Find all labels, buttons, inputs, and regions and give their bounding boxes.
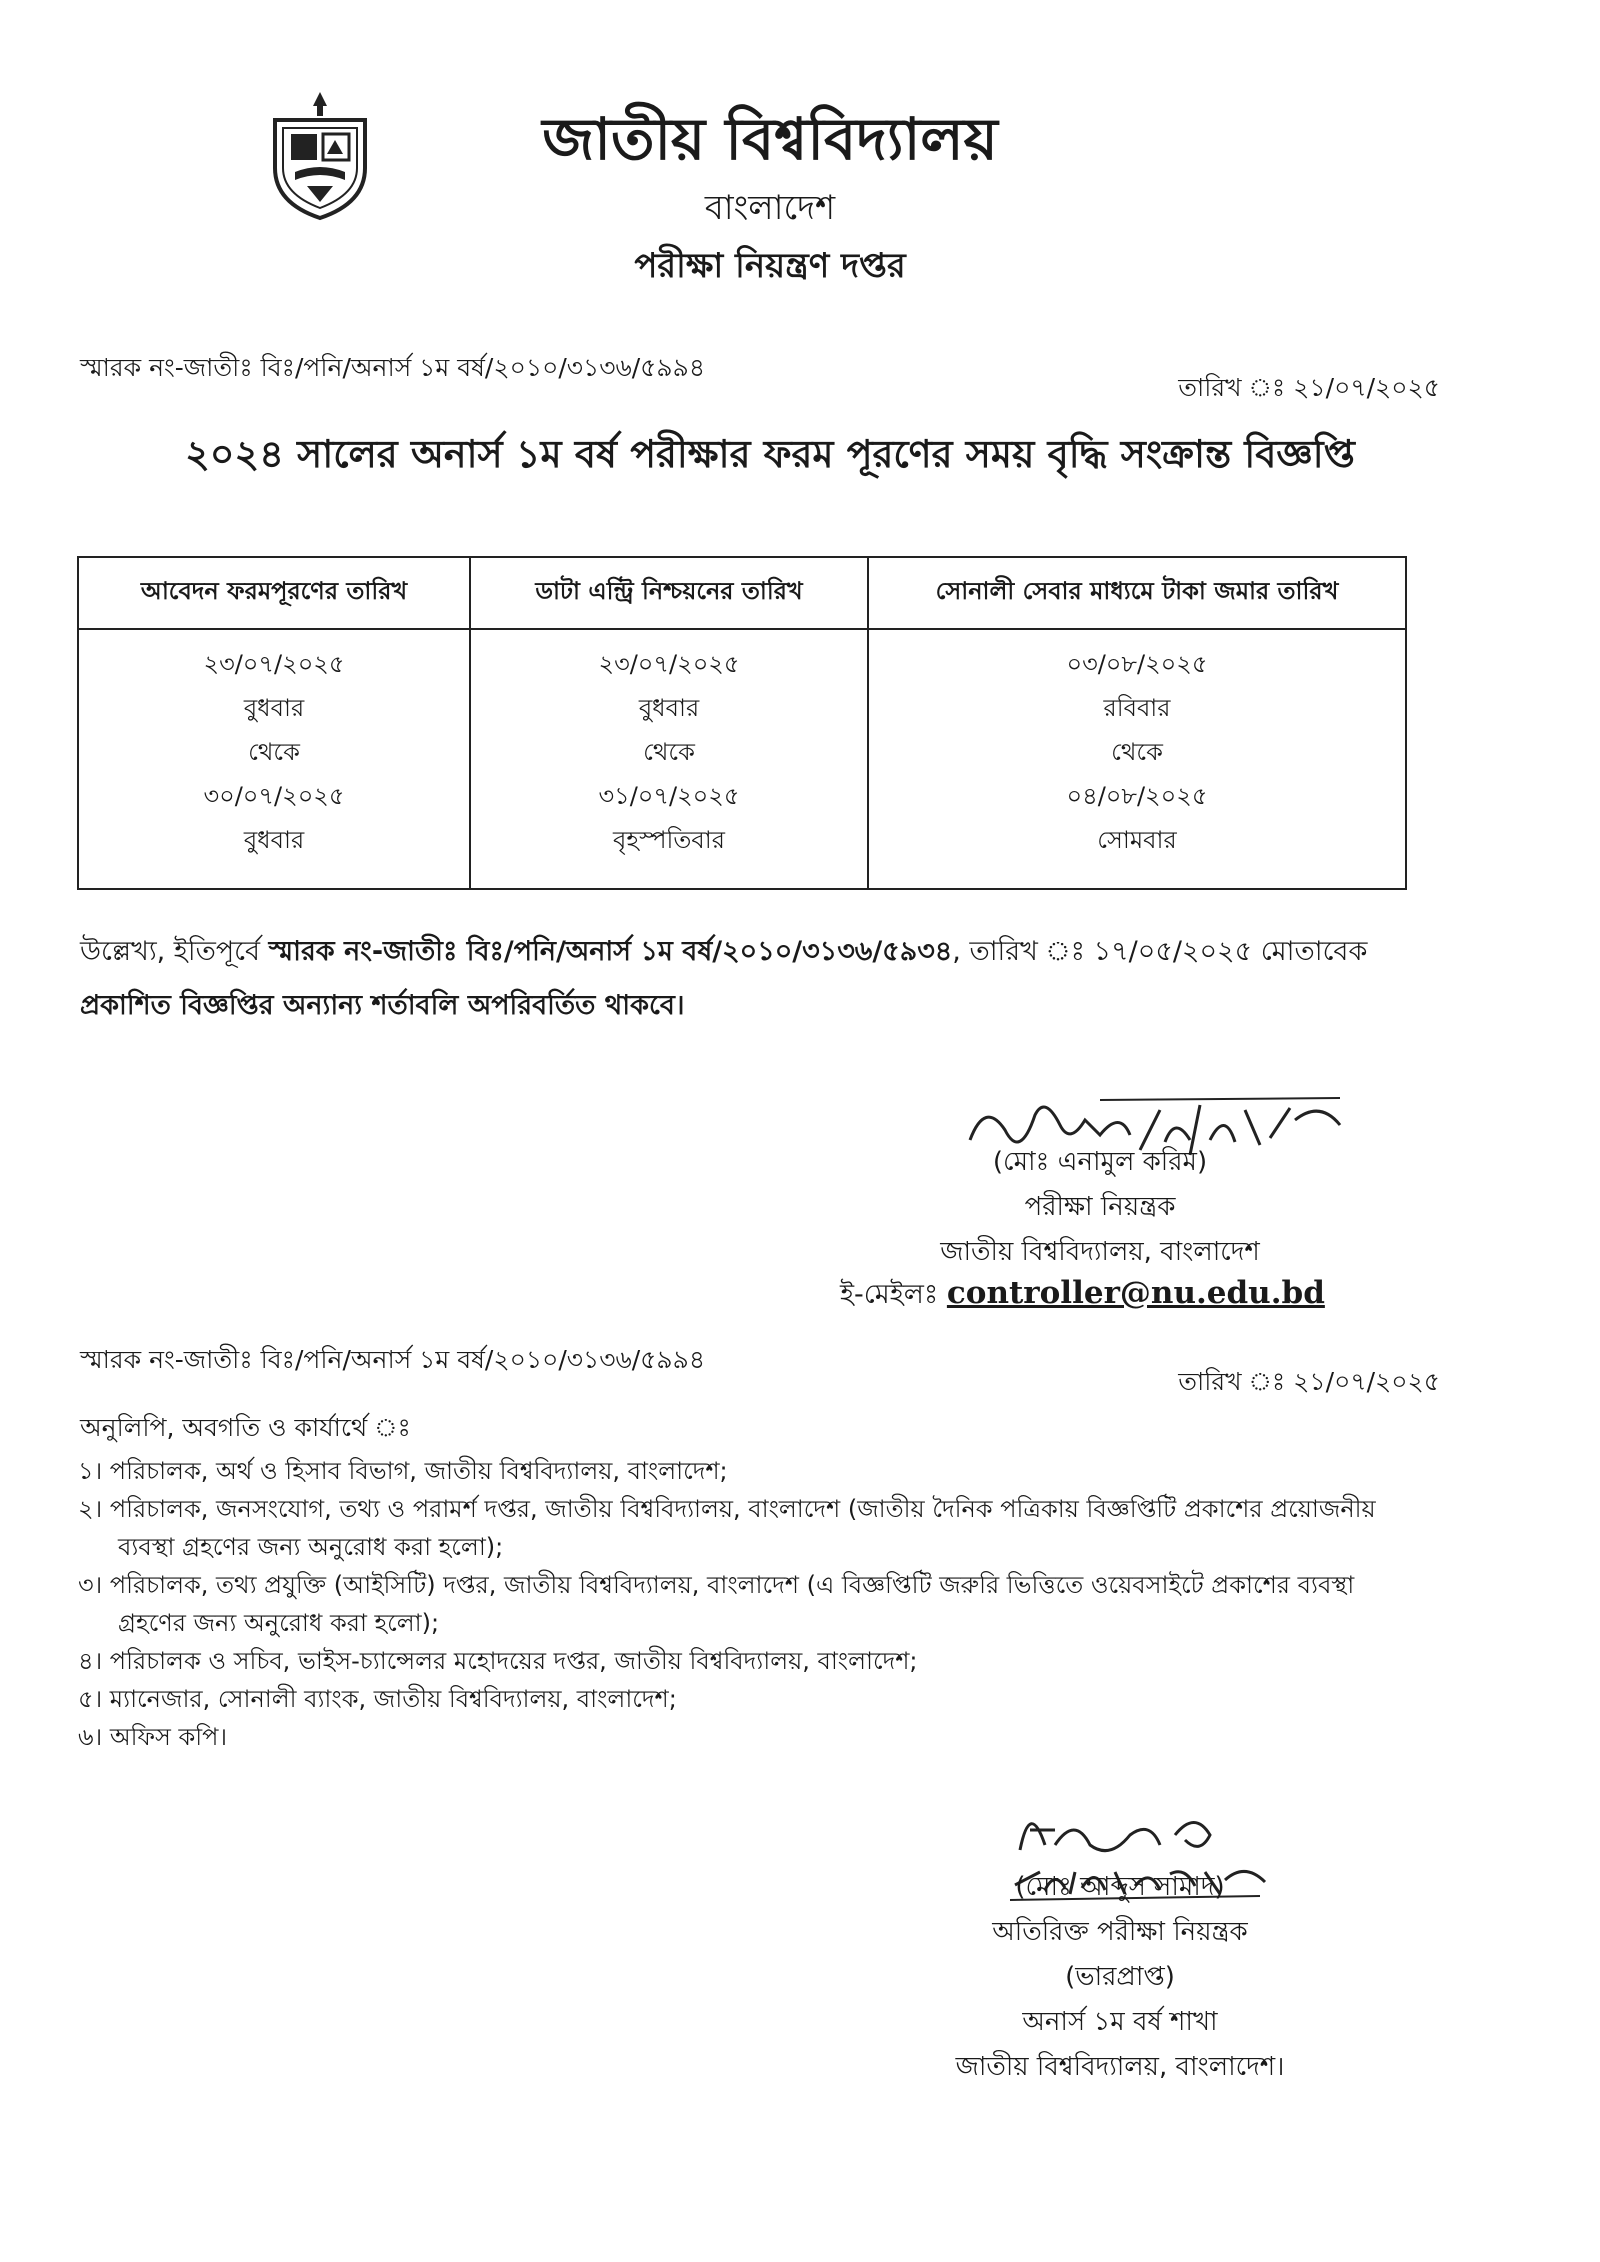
- memo-number: স্মারক নং-জাতীঃ বিঃ/পনি/অনার্স ১ম বর্ষ/২০১০/৩১৩৬/৫৯৯৪: [80, 353, 706, 382]
- schedule-column: [869, 558, 1405, 888]
- signatory-1-designation: পরীক্ষা নিয়ন্ত্রক: [1024, 1192, 1176, 1222]
- start-day: বুধবার: [638, 694, 700, 722]
- signatory-1-org: জাতীয় বিশ্ববিদ্যালয়, বাংলাদেশ: [940, 1237, 1260, 1267]
- note-prefix: উল্লেখ্য, ইতিপূর্বে: [80, 936, 261, 967]
- university-seal-icon: [265, 88, 375, 223]
- start-day: বুধবার: [243, 694, 305, 722]
- country-name: বাংলাদেশ: [704, 188, 836, 228]
- memo-date-copy: তারিখ ঃ ২১/০৭/২০২৫: [1178, 1367, 1440, 1396]
- note-paragraph: [80, 925, 1450, 1033]
- through-label: থেকে: [1111, 738, 1163, 766]
- start-day: রবিবার: [1103, 694, 1171, 722]
- list-item: ৬। অফিস কপি।: [78, 1723, 228, 1751]
- end-day: বৃহস্পতিবার: [613, 826, 725, 854]
- end-date: ৩০/০৭/২০২৫: [203, 782, 345, 810]
- end-day: সোমবার: [1097, 826, 1177, 854]
- schedule-column: [79, 558, 471, 888]
- signatory-2-designation: অতিরিক্ত পরীক্ষা নিয়ন্ত্রক (ভারপ্রাপ্ত): [992, 1917, 1248, 1992]
- signatory-1-block: [920, 1140, 1280, 1230]
- email-line: [840, 1274, 1325, 1319]
- signatory-2-org: জাতীয় বিশ্ববিদ্যালয়, বাংলাদেশ।: [955, 2052, 1285, 2082]
- end-day: বুধবার: [243, 826, 305, 854]
- memo-date: তারিখ ঃ ২১/০৭/২০২৫: [1178, 373, 1440, 402]
- column-header: ডাটা এন্ট্রি নিশ্চয়নের তারিখ: [471, 558, 867, 630]
- memo-number-copy: স্মারক নং-জাতীঃ বিঃ/পনি/অনার্স ১ম বর্ষ/২০১০/৩১৩৬/৫৯৯৪: [80, 1345, 706, 1374]
- schedule-column: [471, 558, 869, 888]
- end-date: ৩১/০৭/২০২৫: [598, 782, 740, 810]
- signatory-2-section: অনার্স ১ম বর্ষ শাখা: [1022, 2007, 1218, 2037]
- notice-title: ২০২৪ সালের অনার্স ১ম বর্ষ পরীক্ষার ফরম পূরণের সময় বৃদ্ধি সংক্রান্ত বিজ্ঞপ্তি: [185, 432, 1355, 476]
- schedule-table: [77, 556, 1407, 890]
- university-name: জাতীয় বিশ্ববিদ্যালয়: [542, 105, 998, 173]
- list-item: ৫। ম্যানেজার, সোনালী ব্যাংক, জাতীয় বিশ্ববিদ্যালয়, বাংলাদেশ;: [78, 1685, 677, 1713]
- through-label: থেকে: [643, 738, 695, 766]
- office-name: পরীক্ষা নিয়ন্ত্রণ দপ্তর: [634, 246, 906, 286]
- list-item: ৪। পরিচালক ও সচিব, ভাইস-চ্যান্সেলর মহোদয়ের দপ্তর, জাতীয় বিশ্ববিদ্যালয়, বাংলাদেশ;: [78, 1647, 918, 1675]
- copy-to-heading: অনুলিপি, অবগতি ও কার্যার্থে ঃ: [80, 1413, 411, 1442]
- through-label: থেকে: [248, 738, 300, 766]
- start-date: ০৩/০৮/২০২৫: [1066, 650, 1208, 678]
- column-header: আবেদন ফরমপূরণের তারিখ: [79, 558, 469, 630]
- note-date: , তারিখ ঃ ১৭/০৫/২০২৫ মোতাবেক: [952, 936, 1368, 967]
- note-suffix: প্রকাশিত বিজ্ঞপ্তির অন্যান্য শর্তাবলি অপরিবর্তিত থাকবে।: [80, 990, 685, 1021]
- column-header: সোনালী সেবার মাধ্যমে টাকা জমার তারিখ: [869, 558, 1405, 630]
- signatory-2-name: (মোঃ আব্দুস সামাদ): [1015, 1872, 1225, 1902]
- email-label: ই-মেইলঃ: [840, 1279, 939, 1310]
- start-date: ২৩/০৭/২০২৫: [203, 650, 345, 678]
- list-item: ১। পরিচালক, অর্থ ও হিসাব বিভাগ, জাতীয় বিশ্ববিদ্যালয়, বাংলাদেশ;: [78, 1457, 728, 1485]
- email-link[interactable]: controller@nu.edu.bd: [946, 1275, 1325, 1311]
- note-memo-reference: স্মারক নং-জাতীঃ বিঃ/পনি/অনার্স ১ম বর্ষ/২০১০/৩১৩৬/৫৯৩৪: [268, 936, 953, 967]
- list-item: ৩। পরিচালক, তথ্য প্রযুক্তি (আইসিটি) দপ্তর, জাতীয় বিশ্ববিদ্যালয়, বাংলাদেশ (এ বিজ্ঞপ্তিটি জরুরি ভিত্তিতে ওয়েবসাইটে প্রকাশের ব্যবস্থা গ্রহণের জন্য অনুরোধ করা হলো);: [78, 1571, 1355, 1637]
- copy-to-list: [78, 1452, 1398, 1756]
- signatory-1-name: (মোঃ এনামুল করিম): [992, 1147, 1208, 1177]
- start-date: ২৩/০৭/২০২৫: [598, 650, 740, 678]
- signatory-2-block: [940, 1865, 1300, 2090]
- list-item: ২। পরিচালক, জনসংযোগ, তথ্য ও পরামর্শ দপ্তর, জাতীয় বিশ্ববিদ্যালয়, বাংলাদেশ (জাতীয় দৈনিক পত্রিকায় বিজ্ঞপ্তিটি প্রকাশের প্রয়োজনীয় ব্যবস্থা গ্রহণের জন্য অনুরোধ করা হলো);: [78, 1495, 1376, 1561]
- end-date: ০৪/০৮/২০২৫: [1066, 782, 1208, 810]
